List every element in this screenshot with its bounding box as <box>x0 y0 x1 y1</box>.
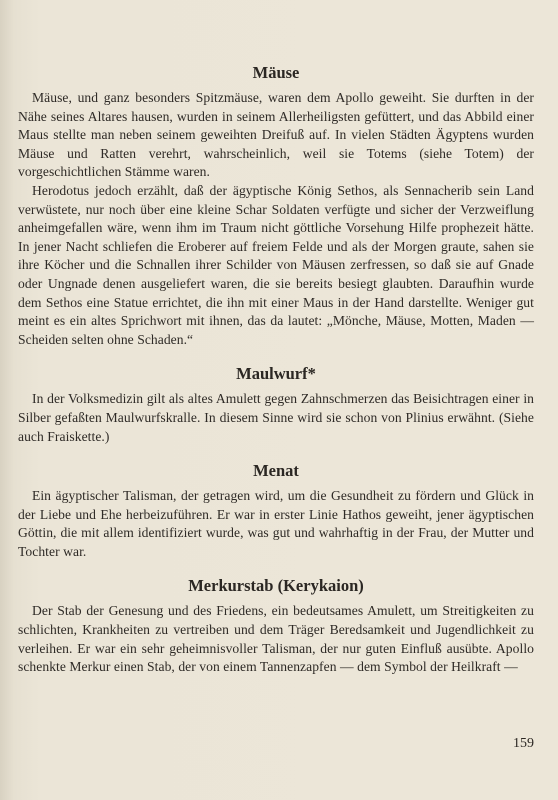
section-maulwurf <box>18 363 534 446</box>
section-title: Maulwurf* <box>236 364 316 384</box>
paragraph: Ein ägyptischer Talisman, der getragen wird, um die Gesundheit zu fördern und Glück in der Liebe und Ehe herbeizuführen. Er war in erster Linie Hathos geweiht, jener ägyptischen Göttin, die mit allem identifiziert wurde, was gut und wahrhaftig in der Frau, der Mutter und Tochter war. <box>18 488 534 559</box>
section-merkurstab <box>18 575 534 676</box>
section-menat <box>18 460 534 561</box>
page-content <box>18 62 534 691</box>
section-title: Mäuse <box>252 63 300 82</box>
paragraph: In der Volksmedizin gilt als altes Amulett gegen Zahnschmerzen das Beisichtragen einer in Silber gefaßten Maulwurfskralle. In diesem Sinne wird sie schon von Plinius erwähnt. (Siehe auch Fraiskette.) <box>18 391 534 444</box>
paragraph: Der Stab der Genesung und des Friedens, ein bedeutsames Amulett, um Streitigkeiten zu schlichten, Krankheiten zu vertreiben und dem Träger Beredsamkeit und Jugendlichkeit zu verleihen. Er war ein sehr geheimnisvoller Talisman, der nur guten Einfluß ausübte. Apollo schenkte Merkur einen Stab, der von einem Tannenzapfen — dem Symbol der Heilkraft — <box>18 603 534 675</box>
section-title: Menat <box>253 461 299 481</box>
paragraph: Mäuse, und ganz besonders Spitzmäuse, waren dem Apollo geweiht. Sie durften in der Nähe seines Altares hausen, wurden in seinem Allerheiligsten gefüttert, und das Abbild einer Maus stellte man neben seinem geweihten Dreifuß auf. In vielen Städten Ägyptens wurden Mäuse und Ratten verehrt, wahrscheinlich, weil sie Totems (siehe Totem) der vorgeschichtlichen Stämme waren. <box>18 90 534 180</box>
section-maeuse <box>18 62 534 349</box>
paragraph: Herodotus jedoch erzählt, daß der ägyptische König Sethos, als Sennacherib sein Land verwüstete, nur noch über eine kleine Schar Soldaten verfügte und sicher der Verzweiflung anheimgefallen wäre, wenn ihm im Traum nicht göttliche Vorsehung Hilfe prophezeit hätte. In jener Nacht schliefen die Eroberer auf freiem Felde und als der Morgen graute, sahen sie ihre Köcher und die Schnallen ihrer Schilder von Mäusen zerfressen, so daß sie auf Gnade oder Ungnade denen ausgeliefert waren, die sie bereits besiegt glaubten. Daraufhin wurde dem Sethos eine Statue errichtet, die ihn mit einer Maus in der Hand darstellte. Weniger gut meint es ein altes Sprichwort mit ihnen, das da lautet: „Mönche, Mäuse, Motten, Maden — Scheiden selten ohne Schaden.“ <box>18 182 534 347</box>
section-title: Merkurstab (Kerykaion) <box>188 576 364 596</box>
page-number: 159 <box>513 736 534 751</box>
